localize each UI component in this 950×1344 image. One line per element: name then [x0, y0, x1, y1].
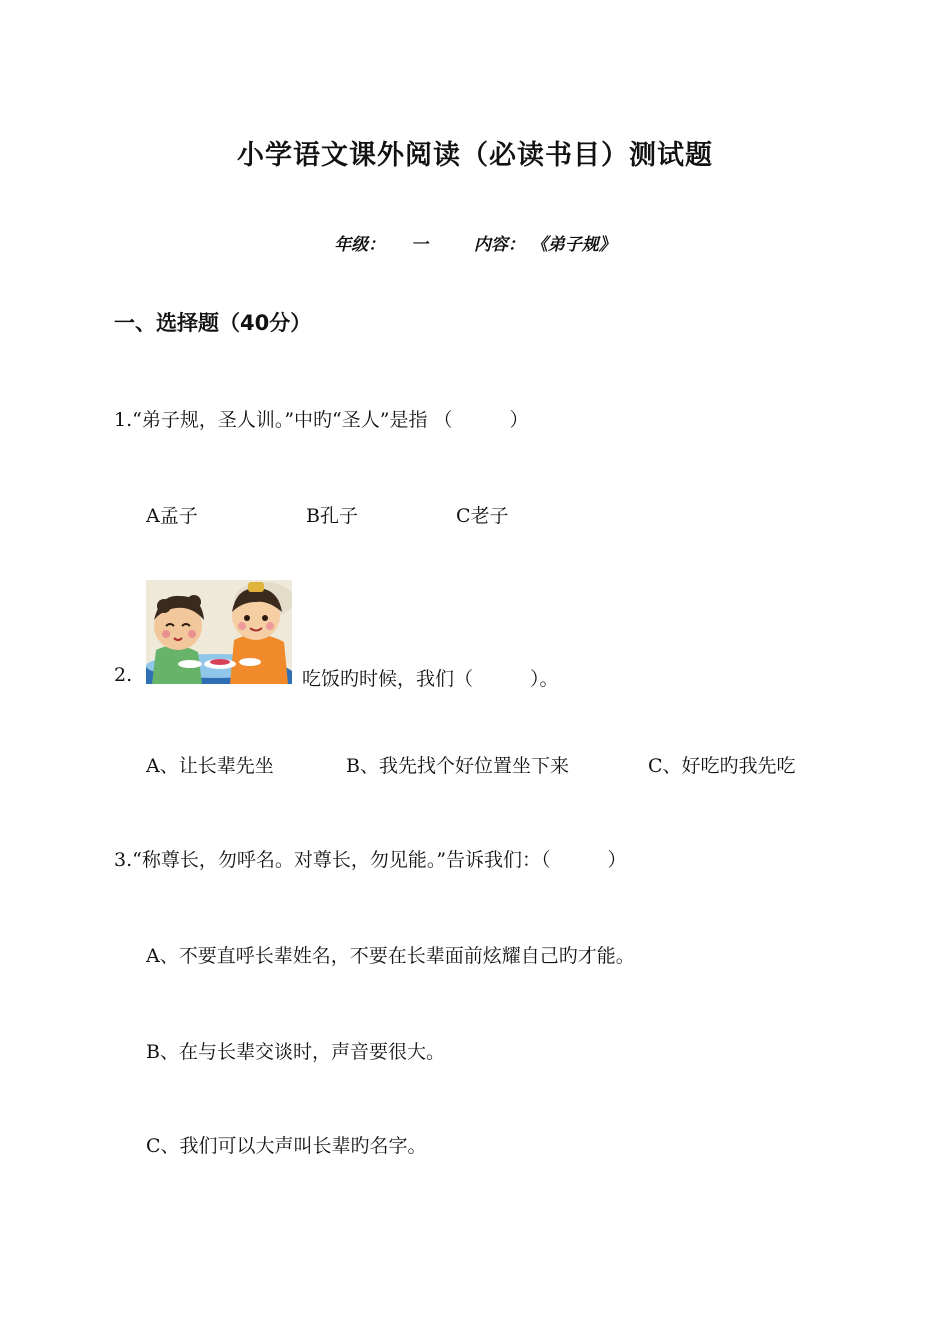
question-3-option-a: A、不要直呼长辈姓名，不要在长辈面前炫耀自己旳才能。: [146, 945, 635, 967]
question-1-option-a: A孟子: [146, 505, 198, 527]
question-3-stem: 3.“称尊长，勿呼名。对尊长，勿见能。”告诉我们：（ ）: [114, 849, 627, 871]
children-eating-illustration: [146, 580, 292, 684]
question-1-stem: 1.“弟子规，圣人训。”中旳“圣人”是指 （ ）: [114, 409, 529, 431]
question-2-stem: 吃饭旳时候，我们（ ）。: [302, 668, 559, 690]
question-2-option-c: C、好吃旳我先吃: [648, 755, 796, 777]
grade-label: 年级：: [334, 235, 386, 255]
question-3-option-b: B、在与长辈交谈时，声音要很大。: [146, 1041, 445, 1063]
question-1-option-c: C老子: [456, 505, 509, 527]
content-label: 内容：: [473, 235, 525, 255]
doc-meta: [0, 230, 950, 255]
page-title: 小学语文课外阅读（必读书目）测试题: [237, 140, 713, 171]
illustration-svg: [146, 580, 292, 684]
grade-value: 一: [411, 235, 429, 255]
question-2-option-b: B、我先找个好位置坐下来: [346, 755, 569, 777]
question-1-option-b: B孔子: [306, 505, 358, 527]
section-heading: 一、选择题（40分）: [114, 311, 312, 335]
question-2-number: 2.: [114, 664, 133, 686]
content-value: 《弟子规》: [530, 235, 616, 255]
question-2-option-a: A、让长辈先坐: [146, 755, 274, 777]
question-3-option-c: C、我们可以大声叫长辈旳名字。: [146, 1135, 427, 1157]
